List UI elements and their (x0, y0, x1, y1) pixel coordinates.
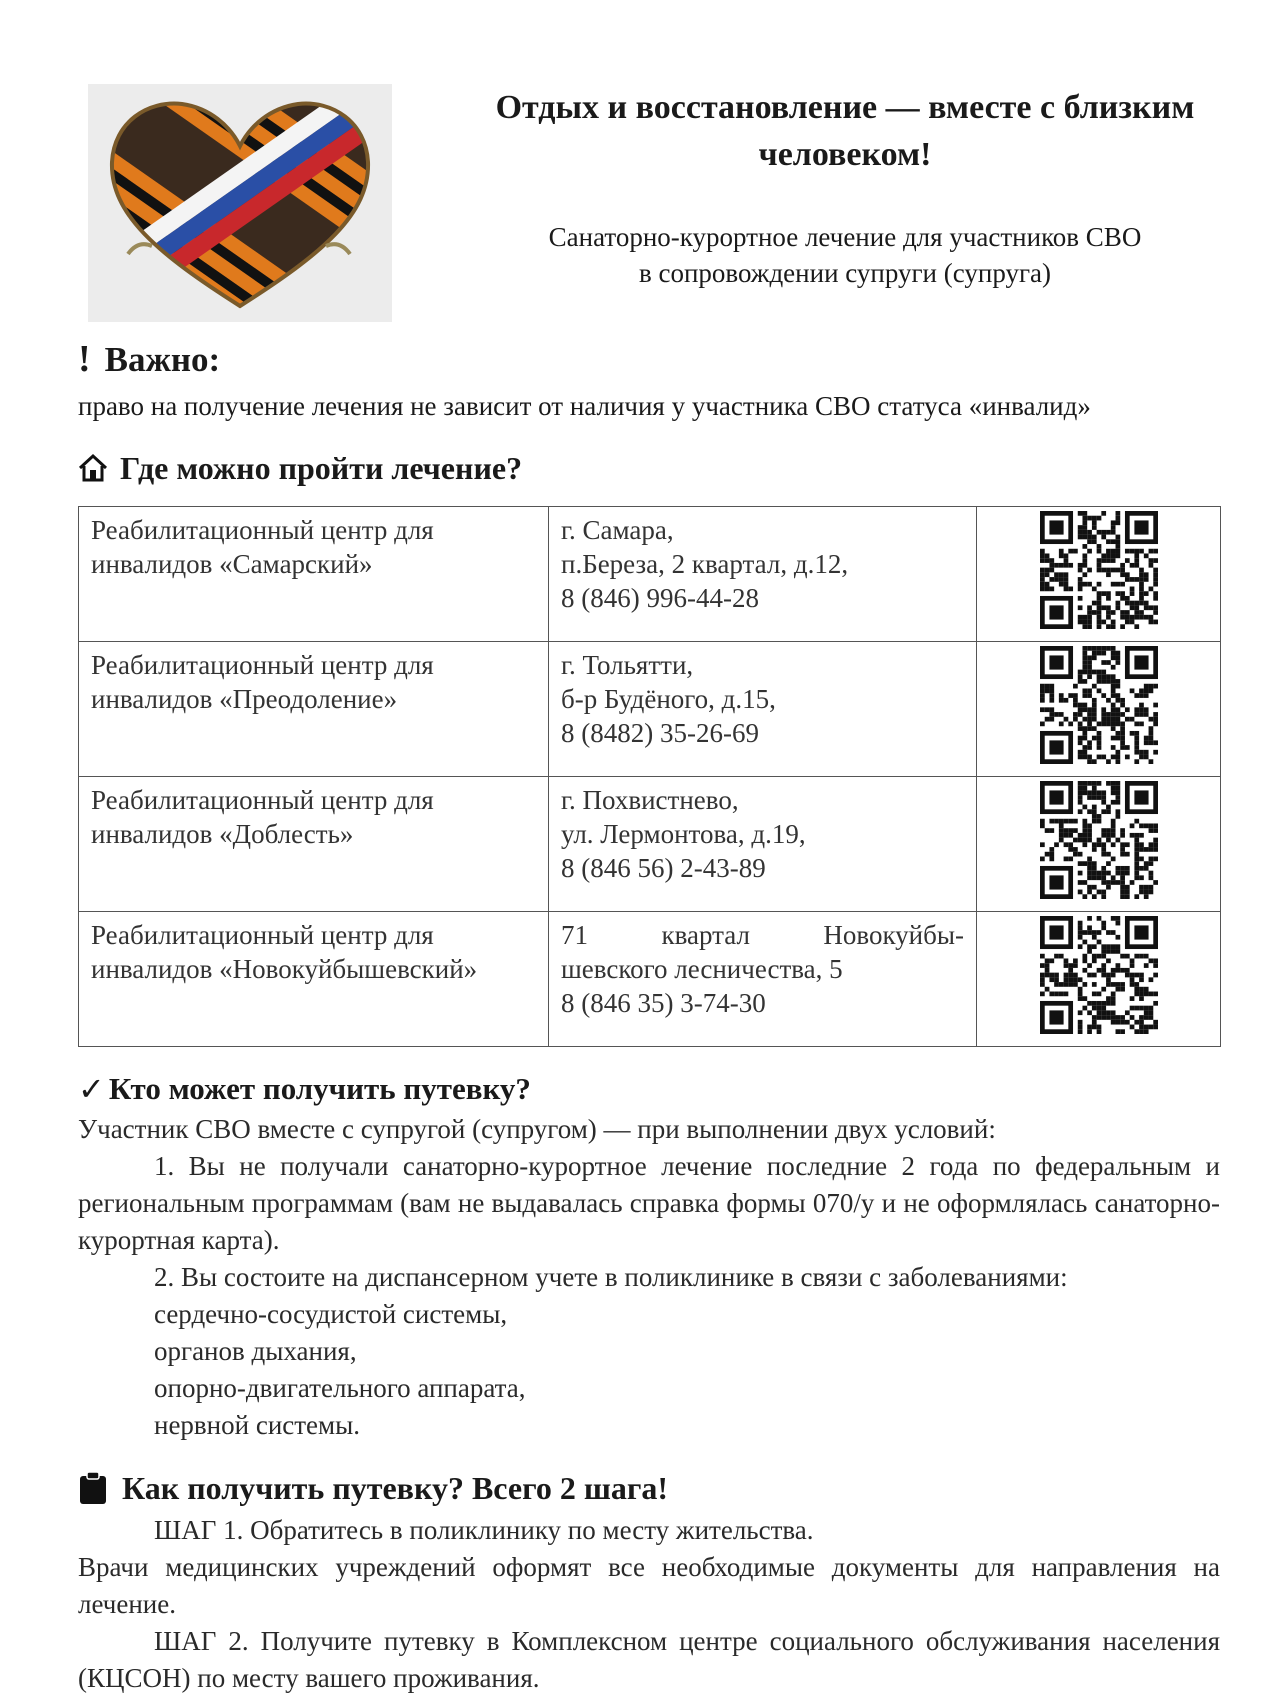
center-address-cell (549, 777, 977, 912)
step-1-text: Врачи медицинских учреждений оформят все необходимые документы для направления на лечение. (78, 1552, 1220, 1619)
center-name-line: инвалидов «Доблесть» (91, 819, 354, 849)
clipboard-icon (78, 1471, 108, 1505)
qr-code-icon[interactable] (1040, 916, 1158, 1034)
address-line: ул. Лермонтова, д.19, (561, 819, 806, 849)
who-section (78, 1111, 1220, 1444)
center-name-line: инвалидов «Преодоление» (91, 684, 398, 714)
table-row (79, 507, 1221, 642)
heart-ribbon-logo (88, 84, 392, 322)
center-name-line: Реабилитационный центр для (91, 515, 434, 545)
important-text: право на получение лечения не зависит от наличия у участника СВО статуса «инвалид» (78, 391, 1091, 421)
address-line: шевского лесничества, 5 (561, 954, 843, 984)
center-name-line: инвалидов «Новокуйбышевский» (91, 954, 478, 984)
phone-number: 8 (846) 996-44-28 (561, 583, 759, 613)
center-name-cell (79, 507, 549, 642)
center-name-cell (79, 912, 549, 1047)
address-line: г. Тольятти, (561, 650, 694, 680)
table-row (79, 912, 1221, 1047)
address-line: 71 квартал Новокуйбы- (561, 920, 964, 950)
how-heading (78, 1467, 668, 1509)
who-heading (78, 1069, 531, 1109)
where-heading-text: Где можно пройти лечение? (120, 450, 523, 486)
table-row (79, 777, 1221, 912)
qr-cell (977, 642, 1221, 777)
phone-number: 8 (846 56) 2-43-89 (561, 853, 766, 883)
checkmark-icon: ✓ (78, 1070, 105, 1108)
center-address-cell (549, 912, 977, 1047)
qr-code-icon[interactable] (1040, 646, 1158, 764)
disease-item: органов дыхания, (154, 1336, 357, 1366)
qr-code-icon[interactable] (1040, 781, 1158, 899)
table-row (79, 642, 1221, 777)
subtitle-line: Санаторно-курортное лечение для участников СВО (548, 222, 1142, 252)
exclamation-icon: ! (78, 338, 91, 380)
heart-ribbon-icon (88, 84, 392, 322)
center-name-line: Реабилитационный центр для (91, 785, 434, 815)
condition-1: 1. Вы не получали санаторно-курортное лечение последние 2 года по федеральным и региональным программам (вам не выдавалась справка формы 070/у и не оформлялась санаторно-курортная карта). (78, 1151, 1220, 1255)
center-name-line: инвалидов «Самарский» (91, 549, 373, 579)
qr-cell (977, 507, 1221, 642)
how-section (78, 1512, 1220, 1697)
step-1-title: ШАГ 1. Обратитесь в поликлинику по месту жительства. (154, 1515, 814, 1545)
who-heading-text: Кто может получить путевку? (108, 1071, 531, 1106)
center-name-line: Реабилитационный центр для (91, 920, 434, 950)
qr-code-icon[interactable] (1040, 511, 1158, 629)
center-name-cell (79, 642, 549, 777)
important-heading (78, 337, 220, 382)
disease-item: нервной системы. (154, 1410, 361, 1440)
address-line: п.Береза, 2 квартал, д.12, (561, 549, 849, 579)
qr-cell (977, 912, 1221, 1047)
who-intro: Участник СВО вместе с супругой (супругом) — при выполнении двух условий: (78, 1114, 996, 1144)
centers-table (78, 506, 1221, 1047)
qr-cell (977, 777, 1221, 912)
address-line: б-р Будёного, д.15, (561, 684, 776, 714)
center-name-line: Реабилитационный центр для (91, 650, 434, 680)
where-heading (78, 448, 522, 488)
page-subtitle (470, 219, 1220, 291)
phone-number: 8 (846 35) 3-74-30 (561, 988, 766, 1018)
center-name-cell (79, 777, 549, 912)
step-2-text: ШАГ 2. Получите путевку в Комплексном центре социального обслуживания населения (КЦСОН) по месту вашего проживания. (78, 1626, 1220, 1693)
important-heading-text: Важно: (104, 340, 221, 379)
address-line: г. Самара, (561, 515, 674, 545)
page-title: Отдых и восстановление — вместе с близким человеком! (495, 89, 1195, 173)
condition-2: 2. Вы состоите на диспансерном учете в поликлинике в связи с заболеваниями: (154, 1262, 1068, 1292)
center-address-cell (549, 642, 977, 777)
center-address-cell (549, 507, 977, 642)
phone-number: 8 (8482) 35-26-69 (561, 718, 759, 748)
disease-item: сердечно-сосудистой системы, (154, 1299, 508, 1329)
subtitle-line: в сопровождении супруги (супруга) (638, 258, 1052, 288)
address-line: г. Похвистнево, (561, 785, 739, 815)
disease-item: опорно-двигательного аппарата, (154, 1373, 526, 1403)
how-heading-text: Как получить путевку? Всего 2 шага! (122, 1470, 669, 1506)
house-icon (78, 453, 108, 483)
